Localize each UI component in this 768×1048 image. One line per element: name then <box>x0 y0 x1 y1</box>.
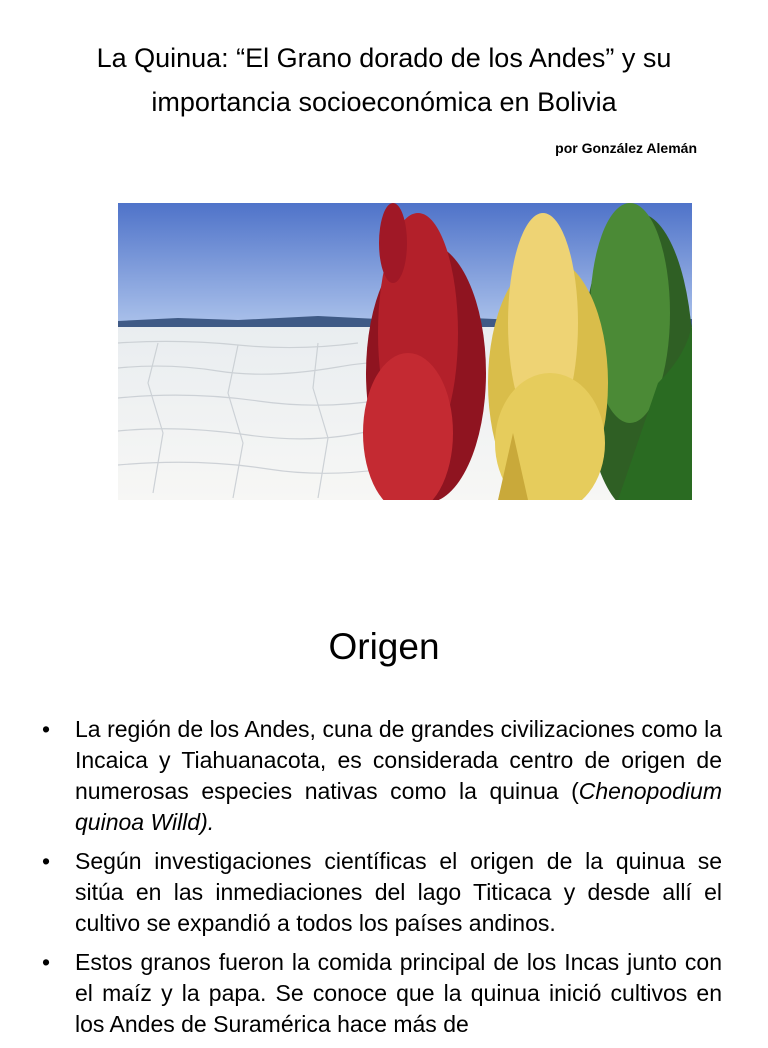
bullet-text: Según investigaciones científicas el origen de la quinua se sitúa en las inmediaciones del lago Titicaca y desde allí el cultivo se expandió a todos los países andinos. <box>75 848 722 936</box>
section-heading-origen: Origen <box>328 626 440 667</box>
bullet-text: Estos granos fueron la comida principal de los Incas junto con el maíz y la papa. Se conoce que la quinua inició cultivos en los Andes de Suramérica hace más de <box>75 949 722 1037</box>
list-item <box>42 846 722 939</box>
bullet-list <box>42 714 722 1048</box>
slide-title: La Quinua: “El Grano dorado de los Andes” y su importancia socioeconómica en Bolivia <box>96 43 672 117</box>
bullet-dot: • <box>42 716 51 742</box>
species-name: Chenopodium quinoa Willd). <box>75 778 722 835</box>
list-item <box>42 714 722 838</box>
list-item <box>42 947 722 1040</box>
author-credit: por González Alemán <box>555 140 697 156</box>
bullet-dot: • <box>42 848 51 874</box>
quinoa-salt-flat-photo <box>118 203 692 500</box>
bullet-text: La región de los Andes, cuna de grandes civilizaciones como la Incaica y Tiahuanacota, es considerada centro de origen de numerosas especies nativas como la quinua ( <box>75 716 722 804</box>
bullet-dot: • <box>42 949 51 975</box>
